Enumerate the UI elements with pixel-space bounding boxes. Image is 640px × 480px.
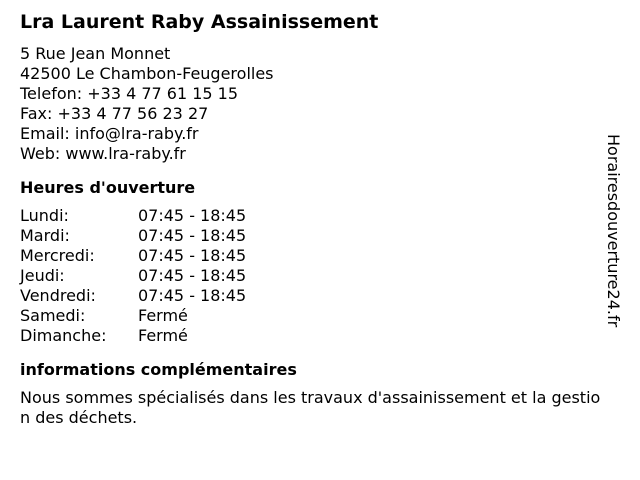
hours-row-monday — [20, 206, 610, 226]
phone-number: Telefon: +33 4 77 61 15 15 — [20, 84, 239, 103]
city-postcode: 42500 Le Chambon-Feugerolles — [20, 64, 274, 83]
hours-row-saturday — [20, 306, 610, 326]
day-hours: 07:45 - 18:45 — [138, 206, 247, 225]
hours-row-thursday — [20, 266, 610, 286]
hours-row-tuesday — [20, 226, 610, 246]
day-hours: 07:45 - 18:45 — [138, 286, 247, 305]
hours-row-sunday — [20, 326, 610, 346]
day-label: Mercredi: — [20, 246, 95, 265]
street-address: 5 Rue Jean Monnet — [20, 44, 171, 63]
fax-number: Fax: +33 4 77 56 23 27 — [20, 104, 209, 123]
additional-info-text: Nous sommes spécialisés dans les travaux d'assainissement et la gestion des déchets. — [20, 388, 601, 427]
email-address: Email: info@lra-raby.fr — [20, 124, 199, 143]
hours-row-friday — [20, 286, 610, 306]
additional-info-heading: informations complémentaires — [20, 360, 297, 379]
day-label: Vendredi: — [20, 286, 96, 305]
day-hours: 07:45 - 18:45 — [138, 246, 247, 265]
business-name: Lra Laurent Raby Assainissement — [20, 11, 379, 33]
opening-hours-heading: Heures d'ouverture — [20, 178, 196, 197]
day-hours: Fermé — [138, 306, 188, 325]
day-label: Dimanche: — [20, 326, 107, 345]
hours-row-wednesday — [20, 246, 610, 266]
contact-block — [20, 44, 610, 164]
day-hours: 07:45 - 18:45 — [138, 266, 247, 285]
day-label: Mardi: — [20, 226, 70, 245]
day-label: Lundi: — [20, 206, 69, 225]
watermark-text: Horairesdouverture24.fr — [604, 134, 623, 328]
business-card — [20, 8, 610, 428]
day-hours: 07:45 - 18:45 — [138, 226, 247, 245]
opening-hours-table — [20, 206, 610, 346]
day-hours: Fermé — [138, 326, 188, 345]
day-label: Samedi: — [20, 306, 86, 325]
day-label: Jeudi: — [20, 266, 65, 285]
website: Web: www.lra-raby.fr — [20, 144, 186, 163]
